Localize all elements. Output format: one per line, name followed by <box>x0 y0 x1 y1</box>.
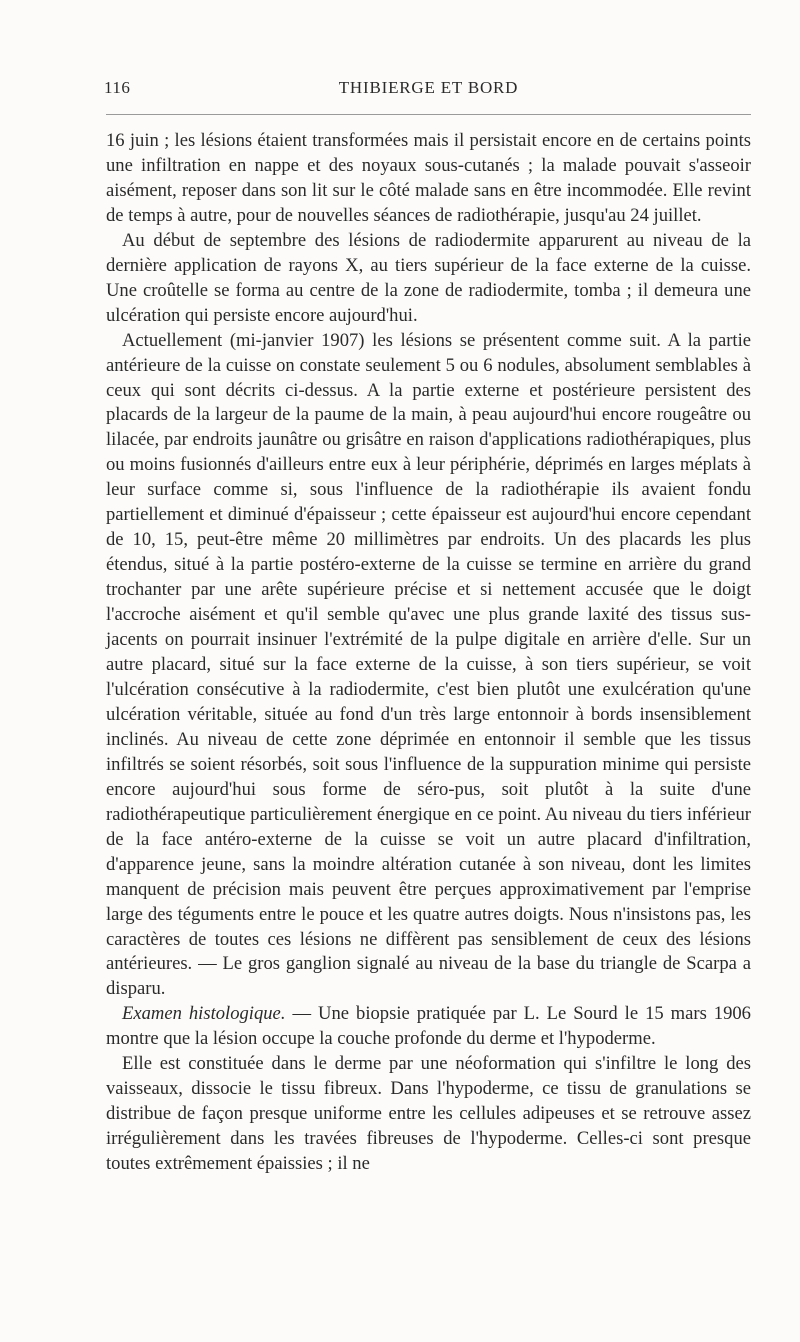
paragraph <box>106 1002 751 1052</box>
paragraph <box>106 1052 751 1177</box>
book-page <box>106 70 751 1177</box>
section-heading-italic: Examen histologique. <box>122 1003 286 1025</box>
header-rule <box>106 114 751 115</box>
running-head <box>106 70 751 104</box>
paragraph-text: 16 juin ; les lésions étaient transformées mais il persistait encore en de certains points une infiltration en nappe et des noyaux sous-cutanés ; la malade pouvait s'asseoir aisément, reposer dans son lit sur le côté malade sans en être incommodée. Elle revint de temps à autre, pour de nouvelles séances de radiothérapie, jusqu'au 24 juillet. <box>106 130 751 226</box>
paragraph-text: Au début de septembre des lésions de radiodermite apparurent au niveau de la dernière application de rayons X, au tiers supérieur de la face externe de la cuisse. Une croûtelle se forma au centre de la zone de radiodermite, tomba ; il demeura une ulcération qui persiste encore aujourd'hui. <box>106 229 751 326</box>
body-text <box>106 129 751 1177</box>
paragraph-text: Elle est constituée dans le derme par une néoformation qui s'infiltre le long des vaisseaux, dissocie le tissu fibreux. Dans l'hypoderme, ce tissu de granulations se distribue de façon presque uniforme entre les cellules adipeuses et se retrouve assez irrégulièrement dans les travées fibreuses de l'hypoderme. Celles-ci sont presque toutes extrêmement épaissies ; il ne <box>106 1053 751 1175</box>
paragraph <box>106 329 751 1003</box>
paragraph-text: — Une biopsie pratiquée par L. Le Sourd le 15 mars 1906 montre que la lésion occupe la couche profonde du derme et l'hypoderme. <box>106 1003 751 1050</box>
running-title: THIBIERGE ET BORD <box>338 78 519 97</box>
paragraph <box>106 129 751 229</box>
page-number: 116 <box>104 78 131 97</box>
paragraph-text: Actuellement (mi-janvier 1907) les lésions se présentent comme suit. A la partie antérieure de la cuisse on constate seulement 5 ou 6 nodules, absolument semblables à ceux qui sont décrits ci-dessus. A la partie externe et postérieure persistent des placards de la largeur de la paume de la main, à peau aujourd'hui encore rougeâtre ou lilacée, par endroits jaunâtre ou grisâtre en raison d'applications radiothérapiques, plus ou moins fusionnés d'ailleurs entre eux à leur périphérie, déprimés en larges méplats à leur surface comme si, sous l'influence de la radiothérapie ils avaient fondu partiellement et diminué d'épaisseur ; cette épaisseur est aujourd'hui encore cependant de 10, 15, peut-être même 20 millimètres par endroits. Un des placards les plus étendus, situé à la partie postéro-externe de la cuisse se termine en arrière du grand trochanter par une arête supérieure précise et si nettement accusée que le doigt l'accroche aisément et qu'il semble qu'avec une plus grande laxité des tissus sus-jacents on pourrait insinuer l'extrémité de la pulpe digitale en arrière d'elle. Sur un autre placard, situé sur la face externe de la cuisse, à son tiers supérieur, se voit l'ulcération consécutive à la radiodermite, c'est bien plutôt une exulcération qu'une ulcération véritable, située au fond d'un très large entonnoir à bords insensiblement inclinés. Au niveau de cette zone déprimée en entonnoir il semble que les tissus infiltrés se soient résorbés, soit sous l'influence de la suppuration minime qui persiste encore aujourd'hui sous forme de séro-pus, soit plutôt à la suite d'une radiothérapeutique particulièrement énergique en ce point. Au niveau du tiers inférieur de la face antéro-externe de la cuisse se voit un autre placard d'infiltration, d'apparence jeune, sans la moindre altération cutanée à son niveau, dont les limites manquent de précision mais peuvent être perçues approximativement par l'emprise large des téguments entre le pouce et les quatre autres doigts. Nous n'insistons pas, les caractères de toutes ces lésions ne diffèrent pas sensiblement de ceux des lésions antérieures. — Le gros ganglion signalé au niveau de la base du triangle de Scarpa a disparu. <box>106 329 751 1000</box>
paragraph <box>106 229 751 329</box>
